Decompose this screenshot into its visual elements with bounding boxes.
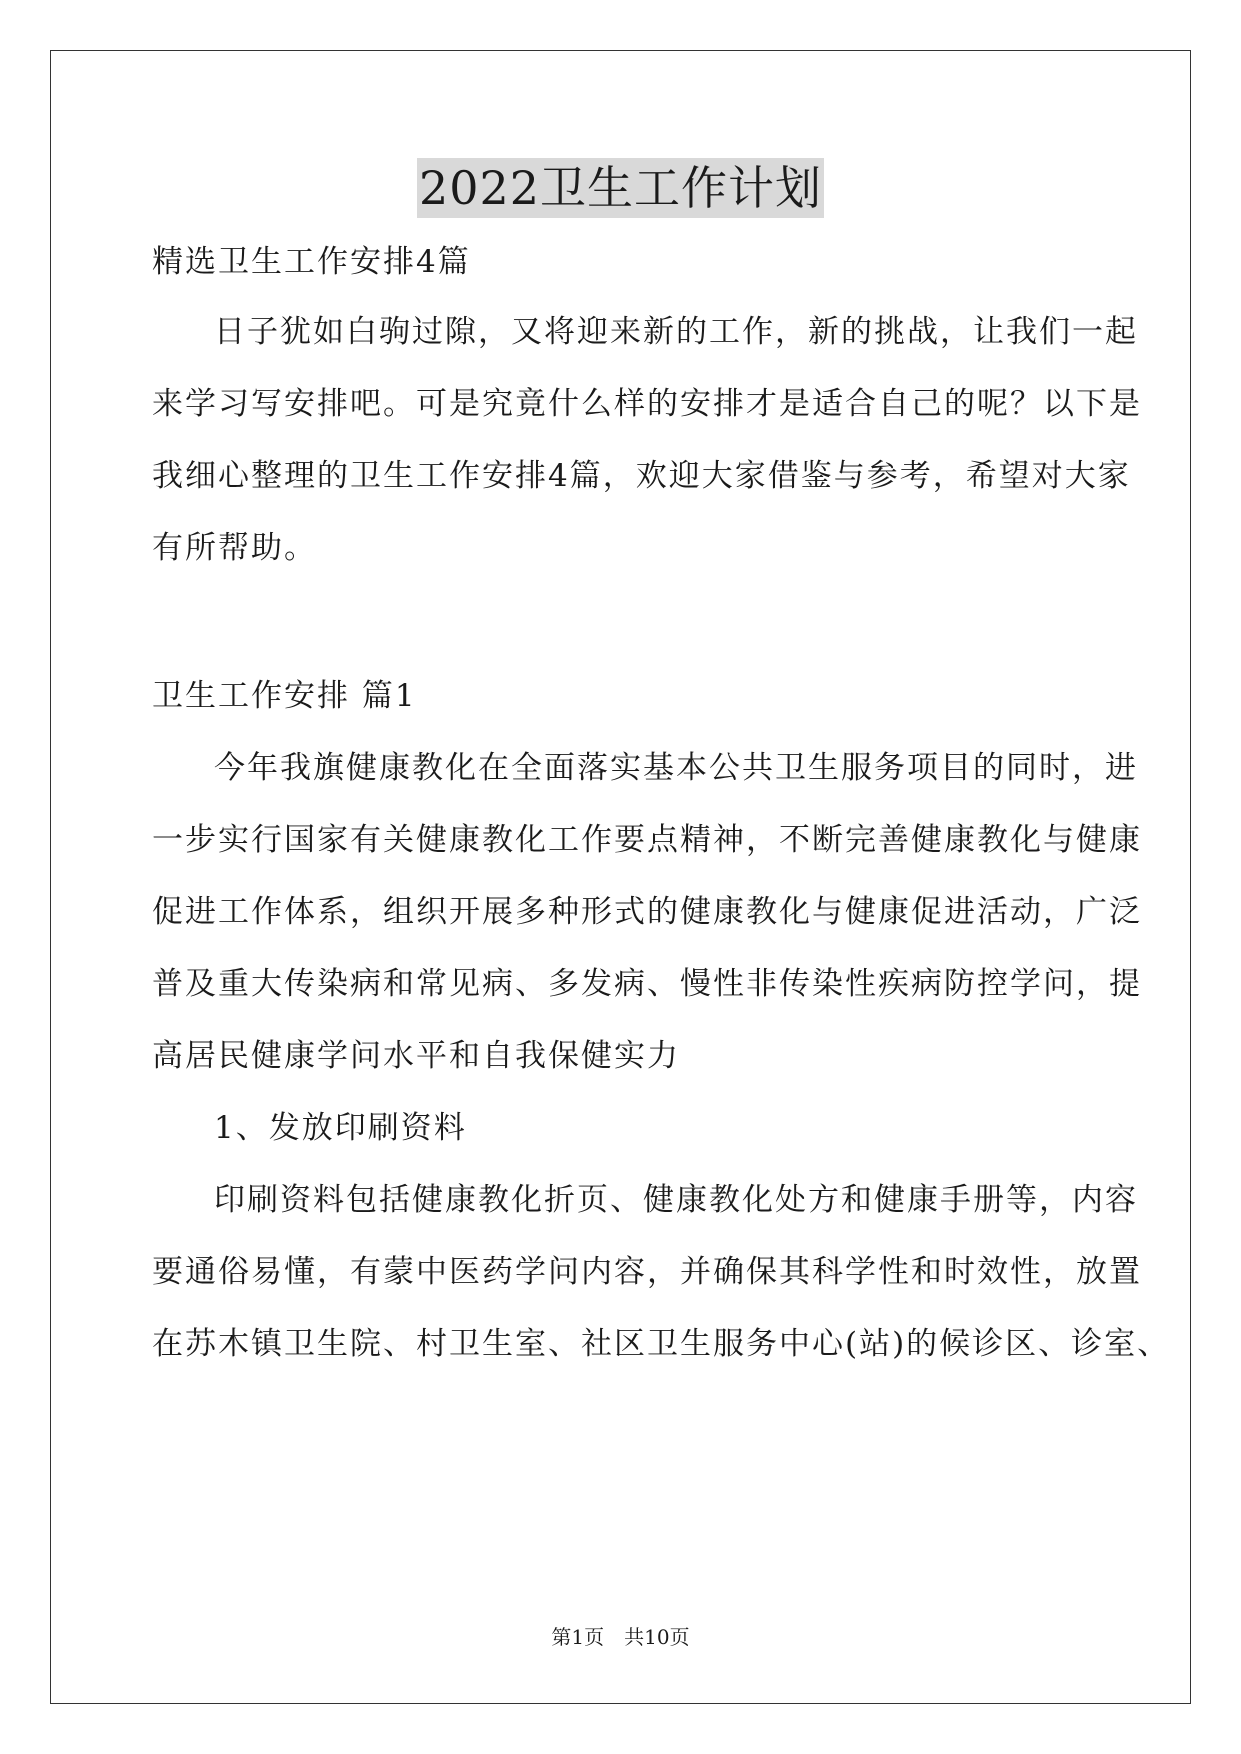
page-border xyxy=(50,50,1191,1704)
subtitle: 精选卫生工作安排4篇 xyxy=(152,244,471,280)
section-1-line-1: 今年我旗健康教化在全面落实基本公共卫生服务项目的同时，进 xyxy=(214,750,1138,786)
title-container xyxy=(0,158,1241,218)
page-number: 第1页 共10页 xyxy=(551,1625,690,1649)
item-1-line-2: 要通俗易懂，有蒙中医药学问内容，并确保其科学性和时效性，放置 xyxy=(152,1254,1142,1290)
section-1-line-4: 普及重大传染病和常见病、多发病、慢性非传染性疾病防控学问，提 xyxy=(152,966,1142,1002)
intro-line-1: 日子犹如白驹过隙，又将迎来新的工作，新的挑战，让我们一起 xyxy=(214,314,1138,350)
intro-line-3: 我细心整理的卫生工作安排4篇，欢迎大家借鉴与参考，希望对大家 xyxy=(152,458,1131,494)
section-1-line-5: 高居民健康学问水平和自我保健实力 xyxy=(152,1038,680,1074)
item-1-heading: 1、发放印刷资料 xyxy=(214,1110,467,1146)
section-1-heading: 卫生工作安排 篇1 xyxy=(152,678,417,714)
item-1-line-3: 在苏木镇卫生院、村卫生室、社区卫生服务中心(站)的候诊区、诊室、 xyxy=(152,1326,1171,1362)
item-1-line-1: 印刷资料包括健康教化折页、健康教化处方和健康手册等，内容 xyxy=(214,1182,1138,1218)
document-title: 2022卫生工作计划 xyxy=(417,158,824,218)
section-1-line-3: 促进工作体系，组织开展多种形式的健康教化与健康促进活动，广泛 xyxy=(152,894,1142,930)
intro-line-2: 来学习写安排吧。可是究竟什么样的安排才是适合自己的呢？以下是 xyxy=(152,386,1142,422)
intro-line-4: 有所帮助。 xyxy=(152,530,317,566)
section-1-line-2: 一步实行国家有关健康教化工作要点精神，不断完善健康教化与健康 xyxy=(152,822,1142,858)
